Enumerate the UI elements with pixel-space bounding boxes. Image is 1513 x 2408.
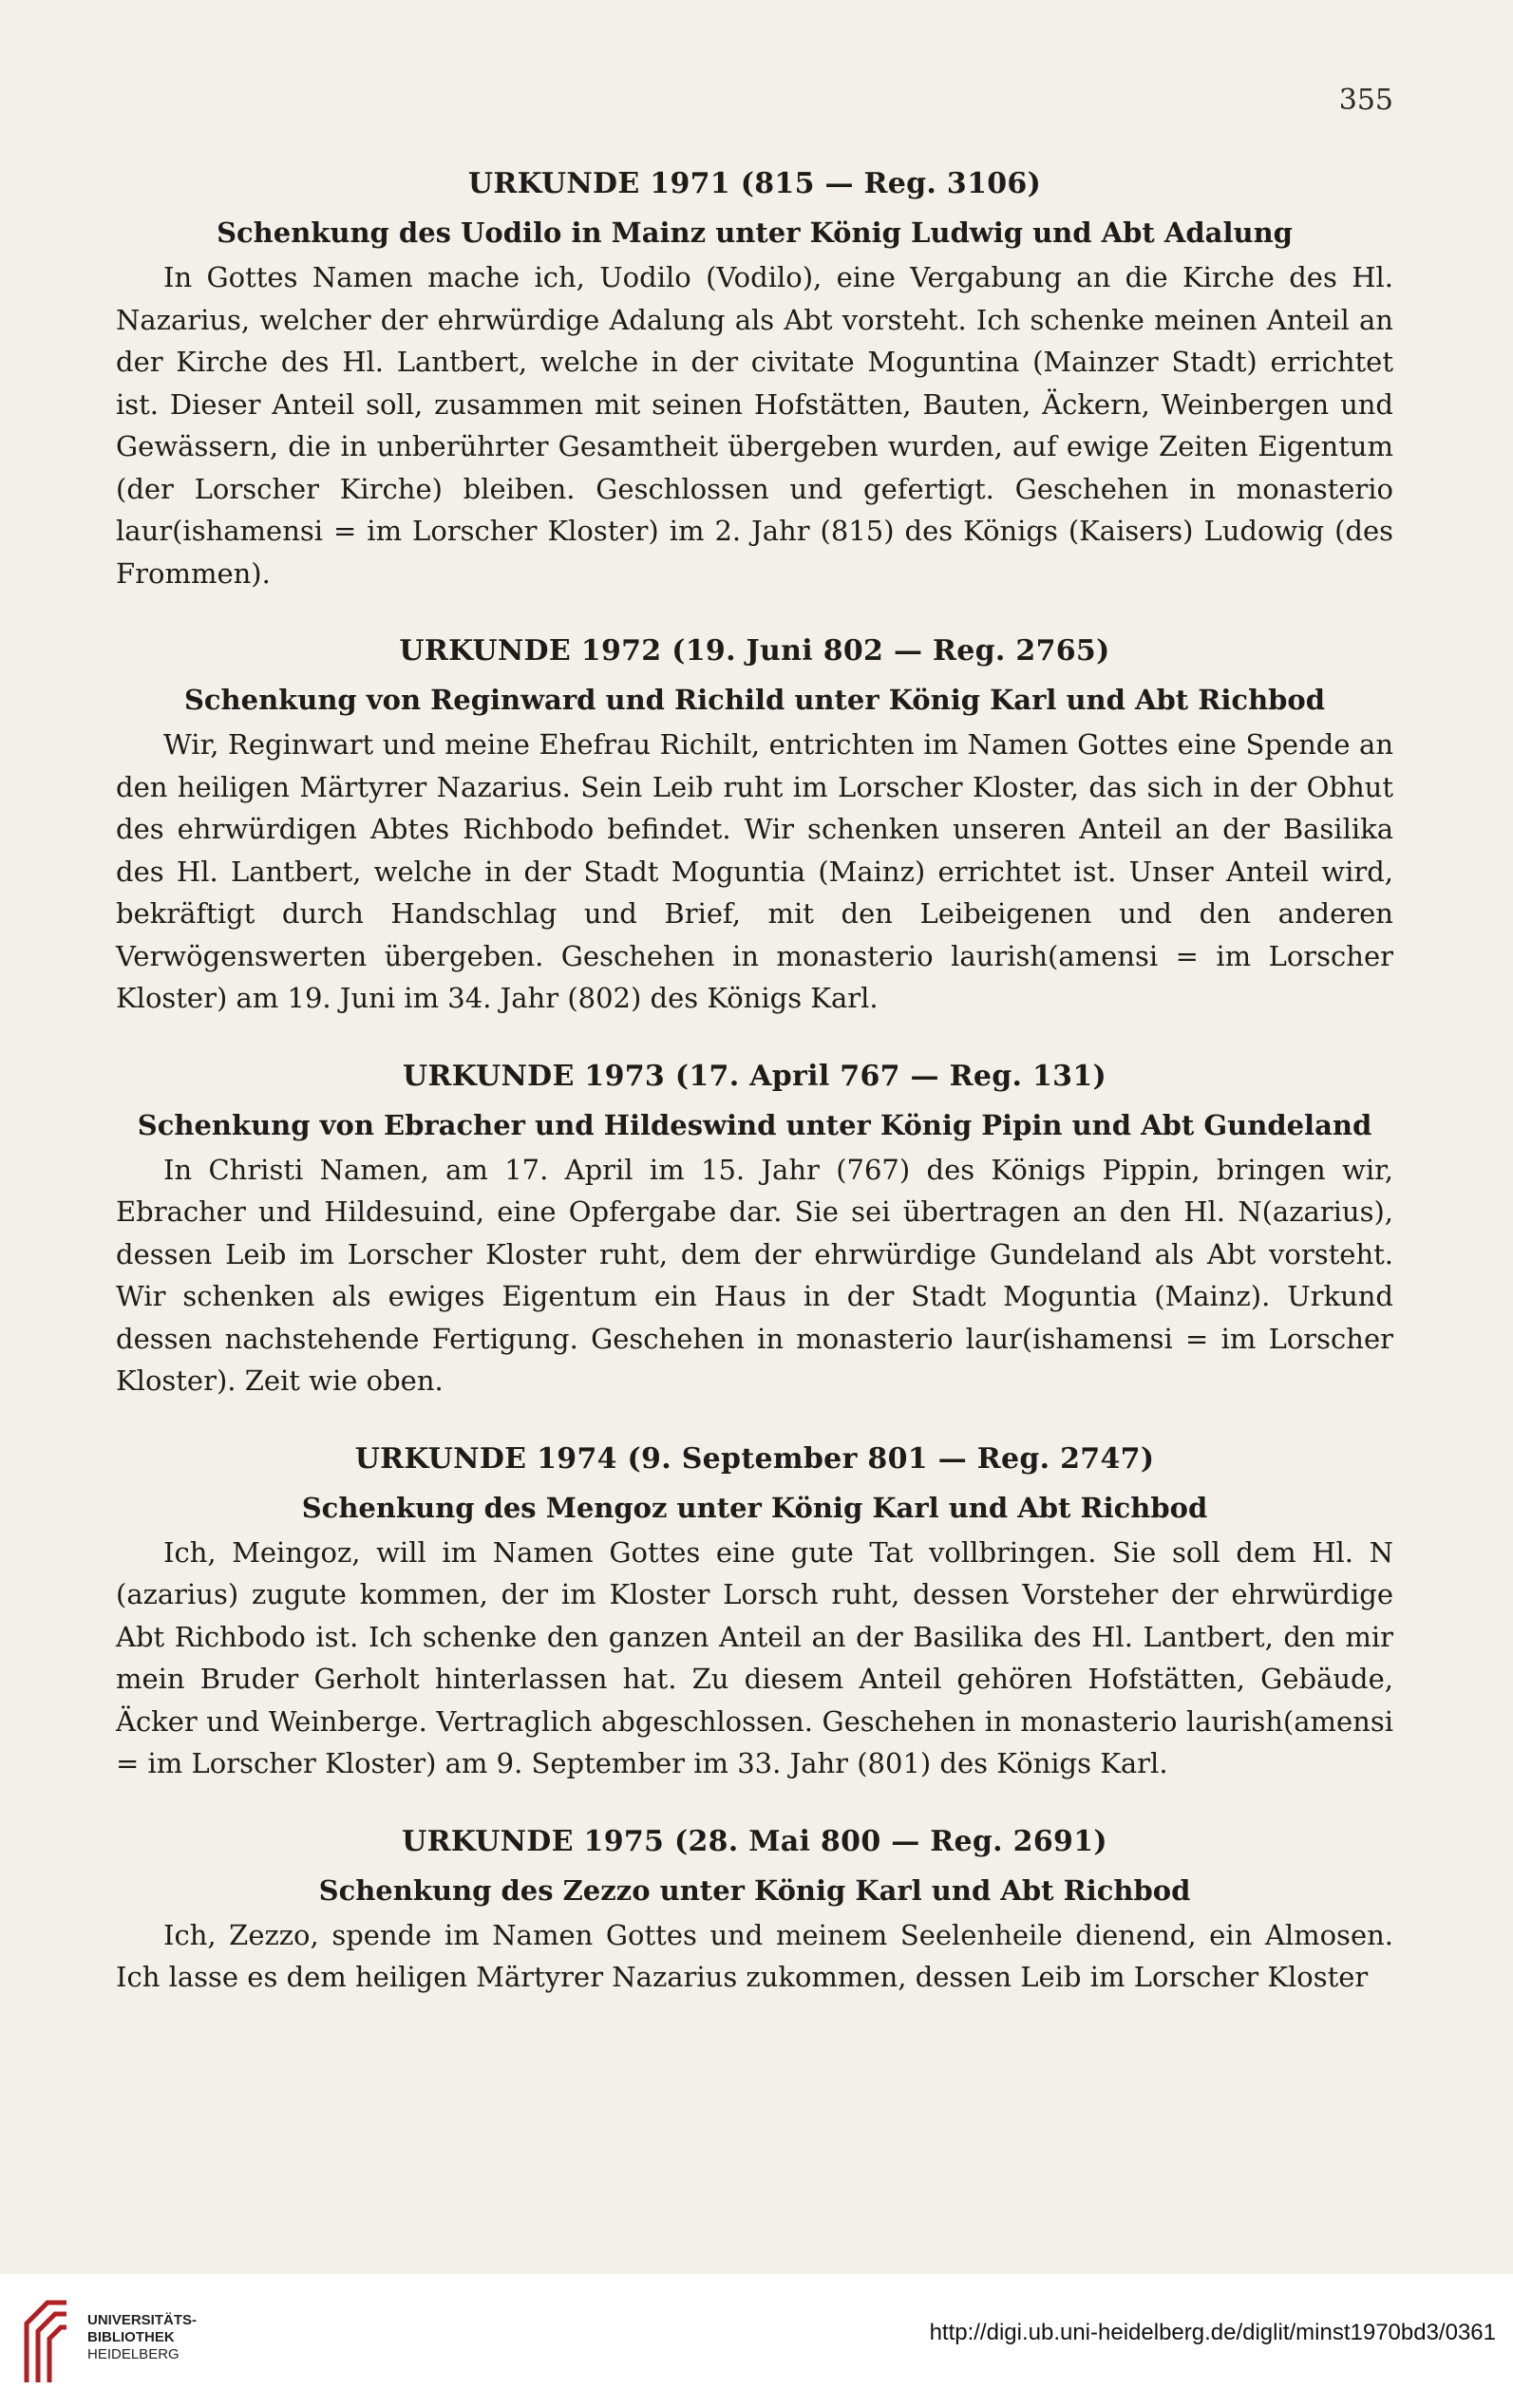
document-text: Wir, Reginwart und meine Ehefrau Richilt, entrichten im Namen Gottes eine Spende an den heiligen Märtyrer Nazarius. Sein Leib ruht im Lorscher Kloster, das sich in der Obhut des ehrwürdigen Abtes Richbodo befindet. Wir schenken unseren Anteil an der Basilika des Hl. Lantbert, welche in der Stadt Moguntia (Mainz) errichtet ist. Unser Anteil wird, bekräftigt durch Handschlag und Brief, mit den Leibeigenen und den anderen Verwögenswerten übergeben. Geschehen in monasterio laurish(amensi = im Lorscher Kloster) am 19. Juni im 34. Jahr (802) des Königs Karl. bbox=[116, 728, 1393, 1014]
document-1975 bbox=[116, 1821, 1393, 1999]
document-heading: URKUNDE 1973 (17. April 767 — Reg. 131) bbox=[403, 1059, 1106, 1093]
document-1971 bbox=[116, 163, 1393, 594]
document-subheading: Schenkung des Zezzo unter König Karl und Abt Richbod bbox=[318, 1873, 1191, 1907]
document-subheading: Schenkung von Ebracher und Hildeswind unter König Pipin und Abt Gundeland bbox=[137, 1108, 1372, 1141]
document-heading: URKUNDE 1972 (19. Juni 802 — Reg. 2765) bbox=[399, 634, 1110, 668]
library-footer bbox=[0, 2274, 1513, 2408]
document-heading: URKUNDE 1971 (815 — Reg. 3106) bbox=[467, 167, 1042, 200]
page-content bbox=[116, 163, 1393, 1999]
ub-heidelberg-logo-icon[interactable] bbox=[19, 2295, 72, 2386]
document-text: Ich, Zezzo, spende im Namen Gottes und meinem Seelenheile dienend, ein Almosen. Ich lasse es dem heiligen Märtyrer Nazarius zukommen, dessen Leib im Lorscher Kloster bbox=[116, 1918, 1393, 1993]
page-number: 355 bbox=[1338, 84, 1393, 117]
library-name-line: UNIVERSITÄTS- bbox=[87, 2312, 198, 2328]
library-name bbox=[87, 2312, 197, 2363]
library-name-line: BIBLIOTHEK bbox=[87, 2329, 175, 2345]
document-subheading: Schenkung von Reginward und Richild unter König Karl und Abt Richbod bbox=[183, 684, 1326, 716]
library-name-line: HEIDELBERG bbox=[87, 2346, 180, 2362]
permalink-url[interactable]: http://digi.ub.uni-heidelberg.de/diglit/minst1970bd3/0361 bbox=[929, 2320, 1496, 2345]
document-text: Ich, Meingoz, will im Namen Gottes eine gute Tat vollbringen. Sie soll dem Hl. N (azarius) zugute kommen, der im Kloster Lorsch ruht, dessen Vorsteher der ehrwürdige Abt Richbodo ist. Ich schenke den ganzen Anteil an der Basilika des Hl. Lantbert, den mir mein Bruder Gerholt hinterlassen hat. Zu diesem Anteil gehören Hofstätten, Gebäude, Äcker und Weinberge. Vertraglich abgeschlossen. Geschehen in monasterio laurish(amensi = im Lorscher Kloster) am 9. September im 33. Jahr (801) des Königs Karl. bbox=[116, 1535, 1393, 1779]
document-1974 bbox=[116, 1439, 1393, 1785]
document-heading: URKUNDE 1974 (9. September 801 — Reg. 2747) bbox=[354, 1441, 1155, 1476]
document-subheading: Schenkung des Mengoz unter König Karl und Abt Richbod bbox=[301, 1491, 1208, 1524]
document-1973 bbox=[116, 1056, 1393, 1402]
document-text: In Gottes Namen mache ich, Uodilo (Vodilo), eine Vergabung an die Kirche des Hl. Nazarius, welcher der ehrwürdige Adalung als Abt vorsteht. Ich schenke meinen Anteil an der Kirche des Hl. Lantbert, welche in der civitate Moguntina (Mainzer Stadt) errichtet ist. Dieser Anteil soll, zusammen mit seinen Hofstätten, Bauten, Äckern, Weinbergen und Gewässern, die in unberührter Gesamtheit übergeben wurden, auf ewige Zeiten Eigentum (der Lorscher Kirche) bleiben. Geschlossen und gefertigt. Geschehen in monasterio laur(ishamensi = im Lorscher Kloster) im 2. Jahr (815) des Königs (Kaisers) Ludowig (des Frommen). bbox=[116, 261, 1393, 590]
document-text: In Christi Namen, am 17. April im 15. Jahr (767) des Königs Pippin, bringen wir, Ebracher und Hildesuind, eine Opfergabe dar. Sie sei übertragen an den Hl. N(azarius), dessen Leib im Lorscher Kloster ruht, dem der ehrwürdige Gundeland als Abt vorsteht. Wir schenken als ewiges Eigentum ein Haus in der Stadt Moguntia (Mainz). Urkund dessen nachstehende Fertigung. Geschehen in monasterio laur(ishamensi = im Lorscher Kloster). Zeit wie oben. bbox=[116, 1153, 1393, 1397]
document-heading: URKUNDE 1975 (28. Mai 800 — Reg. 2691) bbox=[402, 1824, 1107, 1858]
document-subheading: Schenkung des Uodilo in Mainz unter König Ludwig und Abt Adalung bbox=[217, 216, 1293, 249]
document-1972 bbox=[116, 630, 1393, 1020]
